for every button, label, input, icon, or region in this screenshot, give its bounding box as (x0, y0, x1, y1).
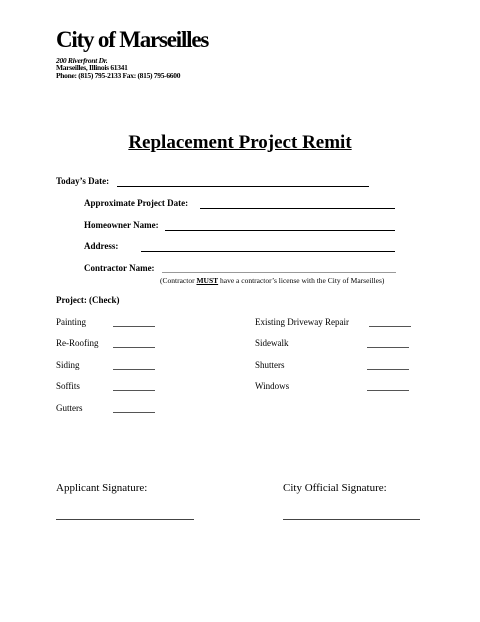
contractor-license-note (160, 276, 384, 285)
address-phone-fax: Phone: (815) 795-2133 Fax: (815) 795-6600 (56, 71, 181, 80)
project-re-roofing-check[interactable] (113, 347, 155, 348)
approx-date-label: Approximate Project Date: (84, 198, 189, 208)
project-windows: Windows (255, 381, 290, 391)
todays-date-field[interactable] (117, 186, 369, 187)
address-label: Address: (84, 241, 119, 251)
project-siding-check[interactable] (113, 369, 155, 370)
project-driveway-repair: Existing Driveway Repair (255, 317, 349, 327)
todays-date-label: Today’s Date: (56, 176, 110, 186)
contractor-field[interactable] (162, 272, 396, 273)
project-driveway-repair-check[interactable] (369, 326, 411, 327)
address-field[interactable] (141, 251, 395, 252)
project-siding: Siding (56, 360, 80, 370)
official-signature-label: City Official Signature: (283, 482, 387, 494)
note-suffix: have a contractor’s license with the City of Marseilles) (218, 276, 385, 285)
contractor-label: Contractor Name: (84, 263, 155, 273)
note-prefix: (Contractor (160, 276, 197, 285)
official-signature-line[interactable] (283, 519, 420, 520)
project-soffits: Soffits (56, 381, 80, 391)
project-painting-check[interactable] (113, 326, 155, 327)
project-shutters-check[interactable] (367, 369, 409, 370)
project-sidewalk-check[interactable] (367, 347, 409, 348)
project-label: Project: (Check) (56, 295, 120, 305)
project-re-roofing: Re-Roofing (56, 338, 99, 348)
homeowner-label: Homeowner Name: (84, 220, 159, 230)
project-shutters: Shutters (255, 360, 285, 370)
organization-name: City of Marseilles (56, 27, 209, 52)
project-sidewalk: Sidewalk (255, 338, 289, 348)
project-painting: Painting (56, 317, 87, 327)
project-gutters: Gutters (56, 403, 83, 413)
approx-date-field[interactable] (200, 208, 395, 209)
address-street: 200 Riverfront Dr. (56, 56, 108, 65)
form-title: Replacement Project Remit (128, 132, 352, 153)
applicant-signature-line[interactable] (56, 519, 194, 520)
project-windows-check[interactable] (367, 390, 409, 391)
applicant-signature-label: Applicant Signature: (56, 482, 148, 494)
project-soffits-check[interactable] (113, 390, 155, 391)
project-gutters-check[interactable] (113, 412, 155, 413)
homeowner-field[interactable] (165, 230, 395, 231)
address-city: Marseilles, Illinois 61341 (56, 63, 128, 72)
note-emphasis: MUST (196, 276, 219, 285)
